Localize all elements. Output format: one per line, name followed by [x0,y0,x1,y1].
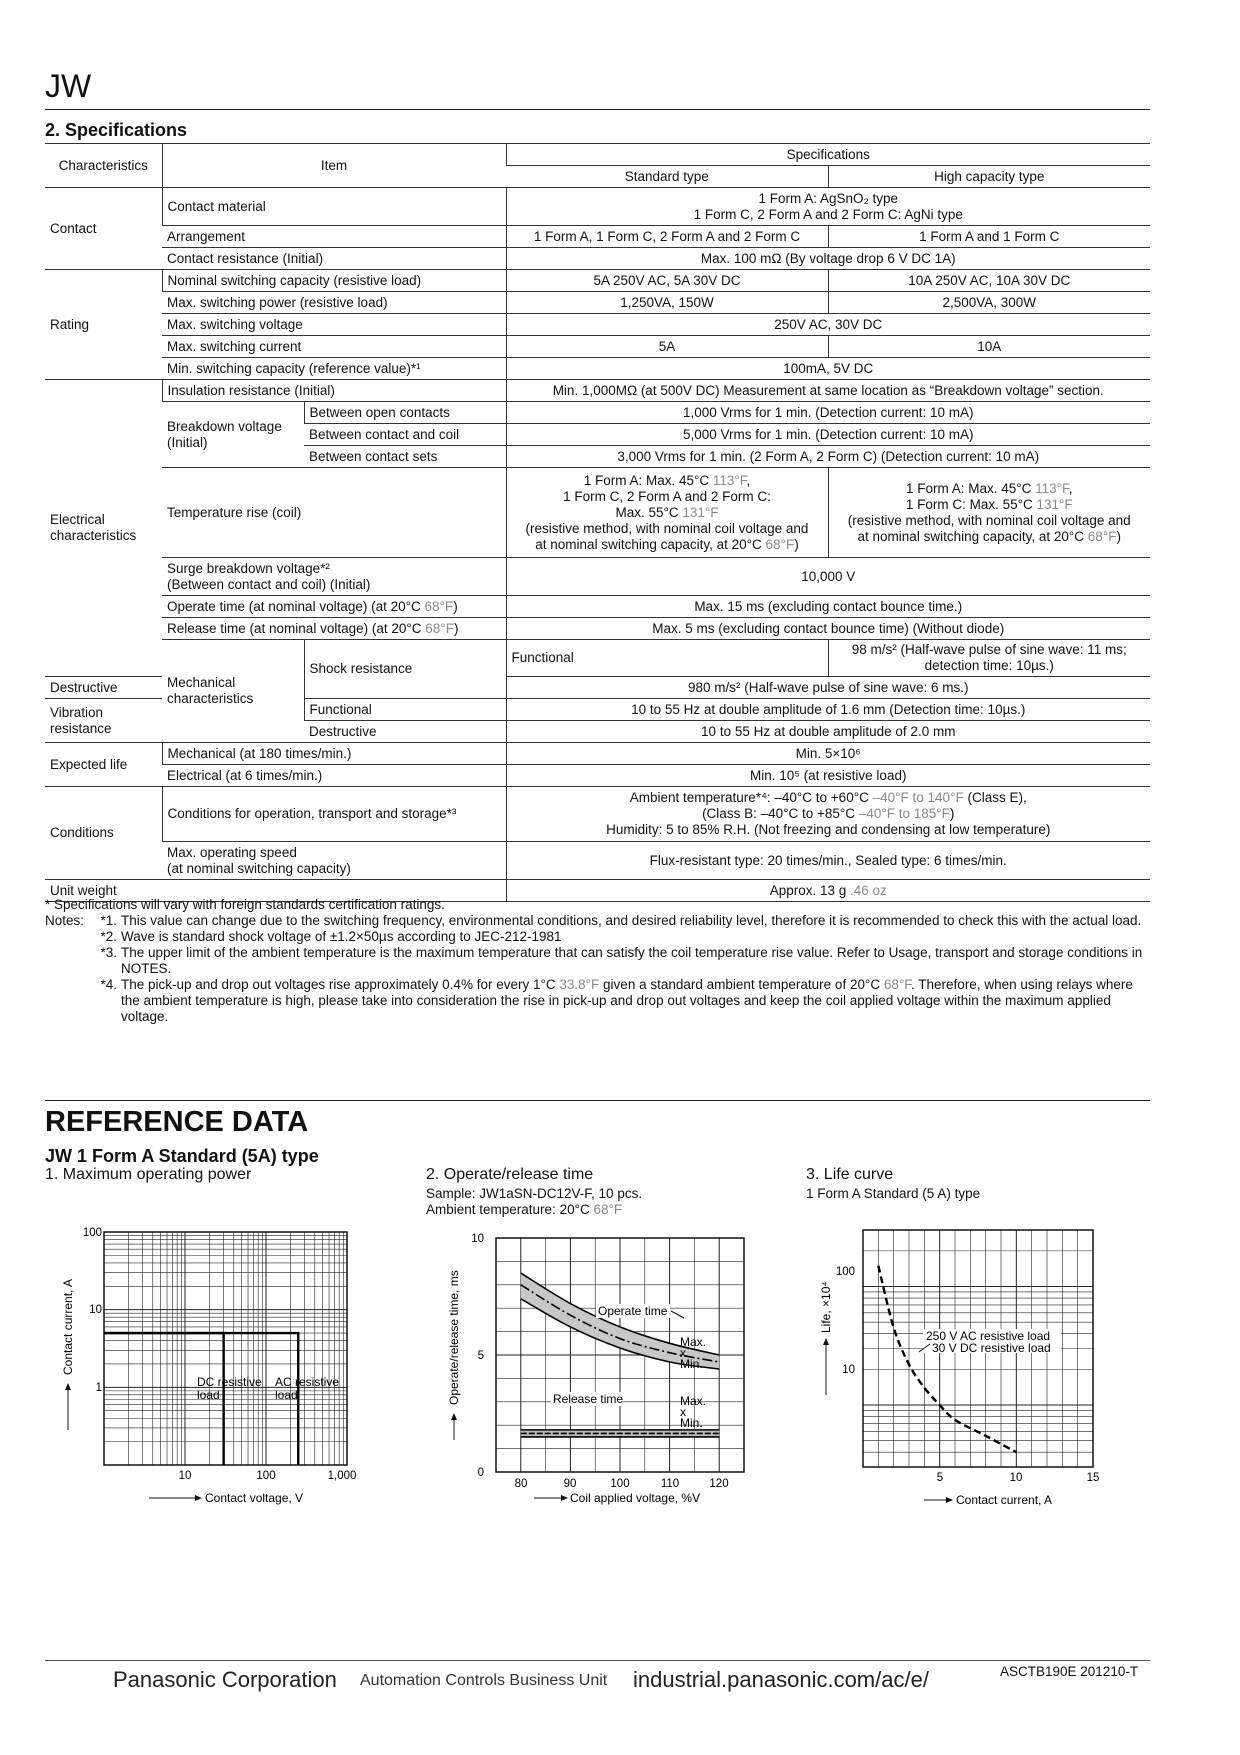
item-arrangement: Arrangement [162,226,506,248]
footer-url[interactable]: industrial.panasonic.com/ac/e/ [633,1667,929,1692]
chart-life-curve [806,1215,1136,1515]
footer-brand: Panasonic Corporation [113,1667,337,1692]
value-release-time: Max. 5 ms (excluding contact bounce time) (Without diode) [506,618,1150,640]
item-vibration-resistance: Vibration resistance [45,699,162,743]
item-electrical-life: Electrical (at 6 times/min.) [162,765,506,787]
item-vibration-destructive: Destructive [304,721,506,743]
item-operating-speed: Max. operating speed (at nominal switching capacity) [162,842,506,880]
value-electrical-life: Min. 10⁵ (at resistive load) [506,765,1150,787]
value-vibration-destructive: 10 to 55 Hz at double amplitude of 2.0 mm [506,721,1150,743]
item-max-voltage: Max. switching voltage [162,314,506,336]
group-rating: Rating [45,270,162,380]
header-characteristics: Characteristics [45,144,162,188]
value-between-open-contacts: 1,000 Vrms for 1 min. (Detection current: 10 mA) [506,402,1150,424]
chart1-label-ac: AC resistive [275,1375,340,1389]
chart2-label-release-x: x [680,1405,686,1419]
footer-unit: Automation Controls Business Unit [360,1672,608,1689]
value-nominal-capacity-high: 10A 250V AC, 10A 30V DC [828,270,1150,292]
footer-code: ASCTB190E 201210-T [1000,1664,1139,1679]
chart1-xtick-100: 100 [256,1470,276,1482]
chart2-ylabel: Operate/release time, ms [447,1270,461,1405]
chart2-xtick-90: 90 [563,1478,577,1490]
chart1-ytick-10: 10 [89,1304,102,1316]
note-3: *3. The upper limit of the ambient temperature is the maximum temperature that can satisfy the coil temperature rise value. Refer to Usage, transport and storage conditions in NOTES. [100,945,1143,976]
chart2-label-release: Release time [553,1392,624,1406]
chart3-xtick-10: 10 [1009,1472,1023,1484]
footer-rule [45,1660,1150,1661]
group-conditions: Conditions [45,787,162,880]
group-mechanical: Mechanical characteristics [162,640,304,743]
item-insulation-resistance: Insulation resistance (Initial) [162,380,506,402]
chart3-life-series [878,1266,1016,1453]
item-between-contact-coil: Between contact and coil [304,424,506,446]
value-max-current-high: 10A [828,336,1150,358]
item-breakdown-voltage: Breakdown voltage (Initial) [162,402,304,468]
value-shock-destructive: 980 m/s² (Half-wave pulse of sine wave: 6 ms.) [506,677,1150,699]
value-max-power-standard: 1,250VA, 150W [506,292,828,314]
chart3-xlabel: Contact current, A [956,1493,1053,1507]
chart3-title: 3. Life curve [806,1166,894,1183]
value-insulation-resistance: Min. 1,000MΩ (at 500V DC) Measurement at same location as “Breakdown voltage” section. [506,380,1150,402]
note-2: *2. Wave is standard shock voltage of ±1.2×50µs according to JEC-212-1981 [100,929,562,944]
chart1-label-dc: DC resistive [197,1375,262,1389]
chart3-xtick-15: 15 [1086,1472,1100,1484]
chart2-label-operate: Operate time [598,1304,668,1318]
chart1-ytick-100: 100 [82,1227,102,1239]
item-between-contact-sets: Between contact sets [304,446,506,468]
group-expected-life: Expected life [45,743,162,787]
chart2-ytick-10: 10 [471,1233,484,1245]
chart3-ytick-10: 10 [842,1364,855,1376]
header-high-capacity-type: High capacity type [828,166,1150,188]
value-contact-material: 1 Form A: AgSnO₂ type 1 Form C, 2 Form A and 2 Form C: AgNi type [506,188,1150,226]
item-contact-material: Contact material [162,188,506,226]
reference-subtitle: JW 1 Form A Standard (5A) type [45,1146,319,1166]
value-vibration-functional: 10 to 55 Hz at double amplitude of 1.6 mm (Detection time: 10µs.) [506,699,1150,721]
chart2-label-x: x [680,1346,686,1360]
item-mechanical-life: Mechanical (at 180 times/min.) [162,743,506,765]
chart1-ylabel: Contact current, A [61,1278,75,1375]
value-temperature-rise-high: 1 Form A: Max. 45°C 113°F, 1 Form C: Max. 55°C 131°F (resistive method, with nominal coil voltage and at nominal switching capacity, at 20°C 68°F) [828,468,1150,558]
chart2-ambient: Ambient temperature: 20°C 68°F [426,1202,623,1217]
chart2-label-min: Min. [680,1357,703,1371]
chart2-xtick-110: 110 [660,1478,680,1490]
chart3-xtick-5: 5 [936,1472,944,1484]
chart1-ytick-1: 1 [95,1382,102,1394]
value-nominal-capacity-standard: 5A 250V AC, 5A 30V DC [506,270,828,292]
value-shock-functional: 98 m/s² (Half-wave pulse of sine wave: 11 ms; detection time: 10µs.) [828,640,1150,677]
item-shock-functional: Functional [506,640,828,677]
value-max-power-high: 2,500VA, 300W [828,292,1150,314]
value-between-contact-coil: 5,000 Vrms for 1 min. (Detection current: 10 mA) [506,424,1150,446]
chart3-subtitle: 1 Form A Standard (5 A) type [806,1186,981,1201]
header-rule [45,109,1150,110]
item-min-capacity: Min. switching capacity (reference value)*¹ [162,358,506,380]
chart3-label-dc: 30 V DC resistive load [932,1341,1051,1355]
section-title: 2. Specifications [45,120,188,140]
page-header-model: JW [45,68,92,104]
value-temperature-rise-standard: 1 Form A: Max. 45°C 113°F, 1 Form C, 2 Form A and 2 Form C: Max. 55°C 131°F (resistive method, with nominal coil voltage and at nominal switching capacity, at 20°C 68°F) [506,468,828,558]
item-release-time: Release time (at nominal voltage) (at 20°C 68°F) [162,618,506,640]
value-conditions: Ambient temperature*⁴: –40°C to +60°C –40°F to 140°F (Class E), (Class B: –40°C to +85°C –40°F to 185°F) Humidity: 5 to 85% R.H. (Not freezing and condensing at low temperature) [506,787,1150,842]
note-star: * Specifications will vary with foreign standards certification ratings. [45,897,445,912]
chart1-label-ac-load: load [275,1388,298,1402]
reference-rule [45,1100,1150,1101]
group-contact: Contact [45,188,162,270]
value-unit-weight: Approx. 13 g .46 oz [506,880,1150,902]
chart3-ytick-100: 100 [835,1266,855,1278]
header-standard-type: Standard type [506,166,828,188]
chart2-sample: Sample: JW1aSN-DC12V-F, 10 pcs. [426,1186,643,1201]
item-contact-resistance: Contact resistance (Initial) [162,248,506,270]
item-unit-weight: Unit weight [45,880,506,902]
chart-operate-release-time [426,1215,756,1515]
chart2-xtick-80: 80 [514,1478,528,1490]
value-min-capacity: 100mA, 5V DC [506,358,1150,380]
specifications-table [45,143,1150,902]
note-4: *4. The pick-up and drop out voltages rise approximately 0.4% for every 1°C 33.8°F given a standard ambient temperature of 20°C 68°F. Therefore, when using relays where the ambient temperature is high, please take into consideration the rise in pick-up and drop out voltages and keep the coil applied voltage within the maximum applied voltage. [100,977,1133,1024]
value-mechanical-life: Min. 5×10⁶ [506,743,1150,765]
chart2-xtick-100: 100 [610,1478,630,1490]
chart2-label-release-min: Min. [680,1416,703,1430]
chart2-xtick-120: 120 [709,1478,729,1490]
chart2-xlabel: Coil applied voltage, %V [570,1491,701,1505]
chart2-title: 2. Operate/release time [426,1166,594,1183]
value-between-contact-sets: 3,000 Vrms for 1 min. (2 Form A, 2 Form C) (Detection current: 10 mA) [506,446,1150,468]
item-surge-breakdown: Surge breakdown voltage*² (Between contact and coil) (Initial) [162,558,506,596]
chart3-label-ac: 250 V AC resistive load [926,1329,1051,1343]
chart2-label-max: Max. [680,1335,707,1349]
item-conditions: Conditions for operation, transport and storage*³ [162,787,506,842]
header-item: Item [162,144,506,188]
chart3-ylabel: Life, ×10⁴ [819,1281,833,1333]
item-shock-destructive: Destructive [45,677,162,699]
chart1-xtick-10: 10 [178,1470,192,1482]
item-vibration-functional: Functional [304,699,506,721]
value-max-current-standard: 5A [506,336,828,358]
chart1-xtick-1000: 1,000 [327,1470,357,1482]
item-temperature-rise: Temperature rise (coil) [162,468,506,558]
chart1-label-dc-load: load [197,1388,220,1402]
value-surge-breakdown: 10,000 V [506,558,1150,596]
item-nominal-capacity: Nominal switching capacity (resistive load) [162,270,506,292]
value-operating-speed: Flux-resistant type: 20 times/min., Sealed type: 6 times/min. [506,842,1150,880]
chart2-label-release-max: Max. [680,1394,707,1408]
item-operate-time: Operate time (at nominal voltage) (at 20°C 68°F) [162,596,506,618]
notes-block [45,897,1150,1025]
group-electrical: Electrical characteristics [45,380,162,677]
chart1-xlabel: Contact voltage, V [205,1491,304,1505]
item-max-power: Max. switching power (resistive load) [162,292,506,314]
chart-max-operating-power [45,1215,375,1515]
header-specifications: Specifications [506,144,1150,166]
chart2-ytick-0: 0 [477,1467,484,1479]
value-arrangement-standard: 1 Form A, 1 Form C, 2 Form A and 2 Form C [506,226,828,248]
value-contact-resistance: Max. 100 mΩ (By voltage drop 6 V DC 1A) [506,248,1150,270]
value-arrangement-high: 1 Form A and 1 Form C [828,226,1150,248]
value-max-voltage: 250V AC, 30V DC [506,314,1150,336]
item-shock-resistance: Shock resistance [304,640,506,699]
item-max-current: Max. switching current [162,336,506,358]
note-1: Notes: *1. This value can change due to the switching frequency, environmental conditions, and desired reliability level, therefore it is recommended to check this with the actual load. [45,913,1142,928]
item-between-open-contacts: Between open contacts [304,402,506,424]
chart1-title: 1. Maximum operating power [45,1166,252,1183]
value-operate-time: Max. 15 ms (excluding contact bounce time.) [506,596,1150,618]
reference-title: REFERENCE DATA [45,1106,309,1138]
chart1-frame [104,1232,347,1465]
chart2-ytick-5: 5 [477,1350,484,1362]
